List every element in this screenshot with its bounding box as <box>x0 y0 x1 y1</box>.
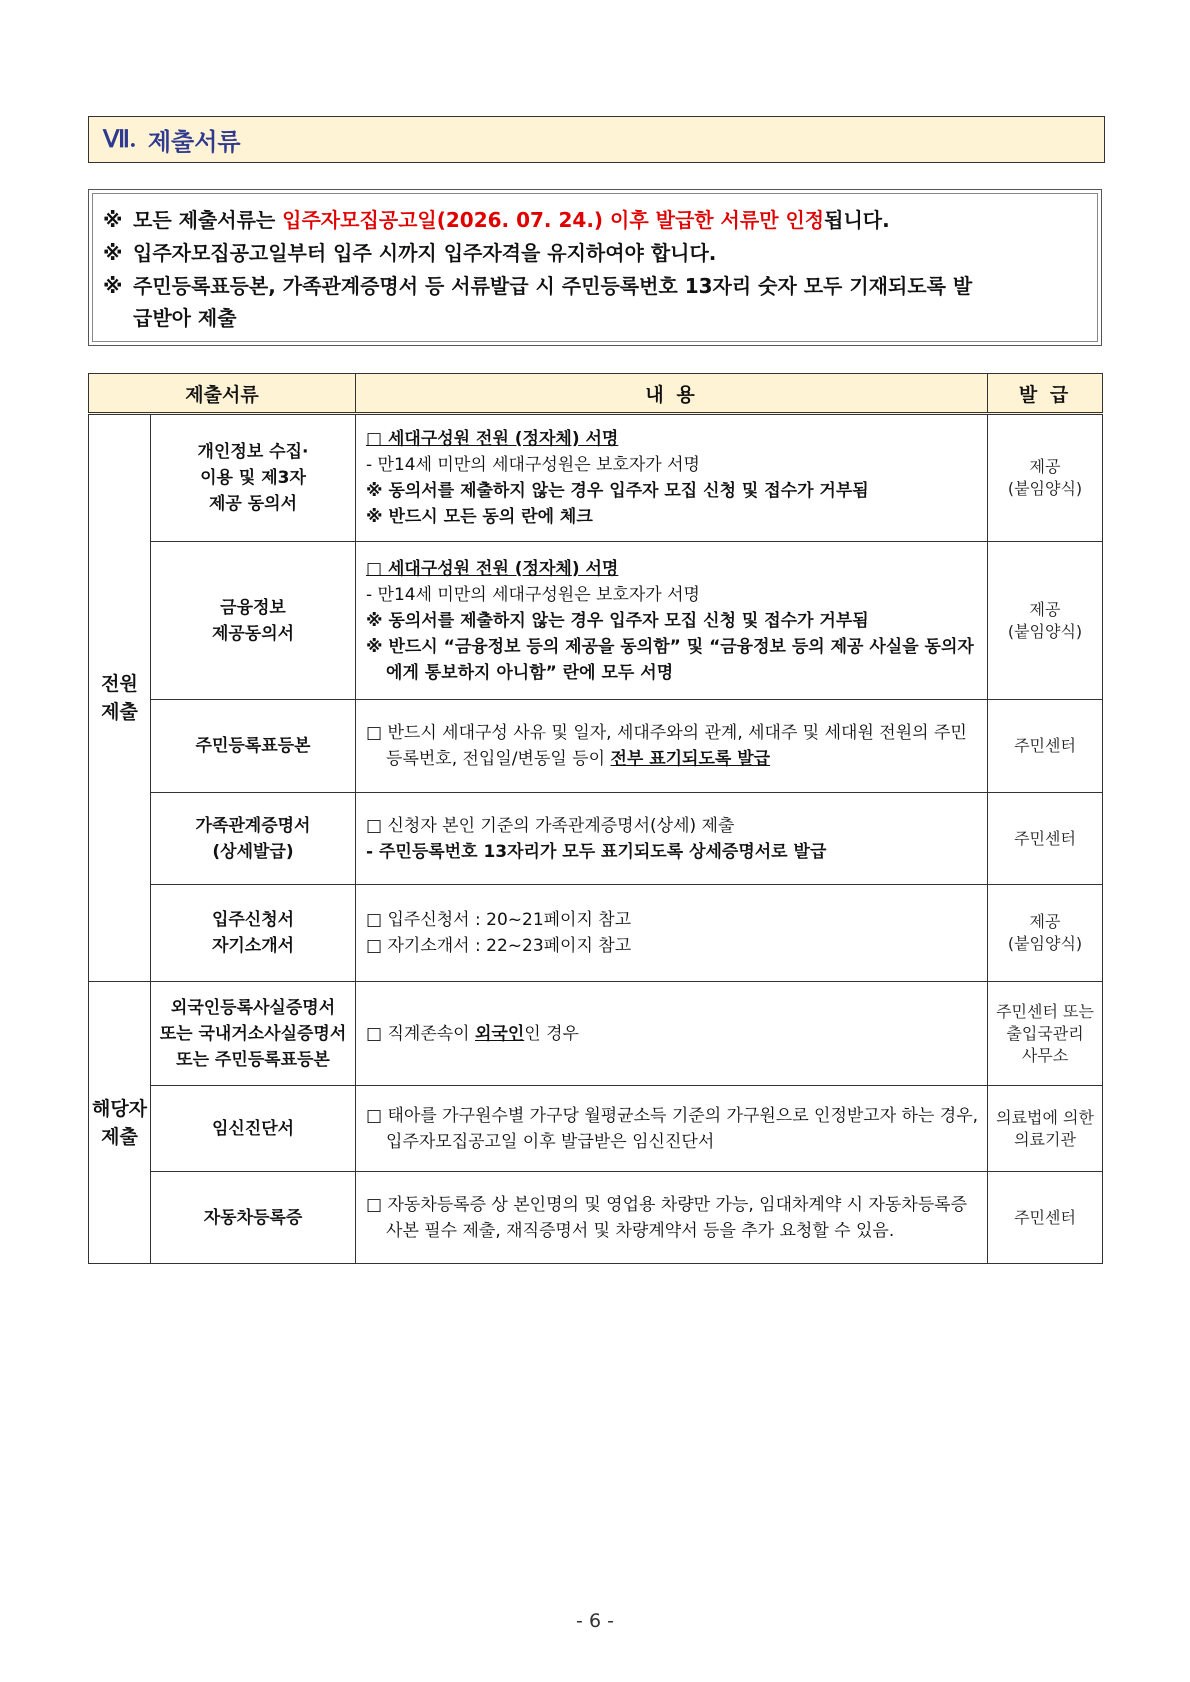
table-header-row <box>89 374 1103 414</box>
content-line: 인 경우 <box>524 1023 579 1044</box>
doc-name-line: 또는 주민등록표등본 <box>176 1049 330 1070</box>
content-line: □ 자동차등록증 상 본인명의 및 영업용 차량만 가능, 임대차계약 시 자동차등록증 사본 필수 제출, 재직증명서 및 차량계약서 등을 추가 요청할 수 있음. <box>366 1194 968 1241</box>
doc-name-line: 가족관계증명서 <box>195 815 311 836</box>
doc-content <box>356 542 988 700</box>
section-title: 제출서류 <box>147 128 241 156</box>
doc-name-line: (상세발급) <box>212 841 294 862</box>
doc-name-line: 개인정보 수집· <box>197 442 309 462</box>
doc-name <box>151 885 356 982</box>
section-number: Ⅶ. <box>103 127 136 153</box>
doc-name <box>151 1172 356 1264</box>
issuer-line: 제공 <box>1029 912 1061 931</box>
content-line: ※ 동의서를 제출하지 않는 경우 입주자 모집 신청 및 접수가 거부됨 <box>366 610 869 631</box>
content-line: ※ 반드시 “금융정보 등의 제공을 동의함” 및 “금융정보 등의 제공 사실을 동의자에게 통보하지 아니함” 란에 모두 서명 <box>366 636 974 683</box>
notice-text: 모든 제출서류는 <box>133 208 283 232</box>
doc-name-line: 임신진단서 <box>211 1118 295 1139</box>
documents-table <box>88 373 1103 1264</box>
doc-name-line: 제공 동의서 <box>208 494 298 514</box>
category-label: 해당자 <box>91 1097 148 1120</box>
doc-name <box>151 414 356 542</box>
doc-issuer <box>988 414 1103 542</box>
content-line: □ 세대구성원 전원 (정자체) 서명 <box>366 429 619 449</box>
table-row <box>89 1086 1103 1172</box>
category-label: 제출 <box>101 1125 138 1148</box>
issuer-line: 주민센터 <box>1014 828 1076 848</box>
content-line: ※ 동의서를 제출하지 않는 경우 입주자 모집 신청 및 접수가 거부됨 <box>366 481 869 501</box>
doc-issuer <box>988 793 1103 885</box>
content-line: □ 태아를 가구원수별 가구당 월평균소득 기준의 가구원으로 인정받고자 하는 경우, 입주자모집공고일 이후 발급받은 임신진단서 <box>366 1105 979 1152</box>
content-line: □ 자기소개서 : 22~23페이지 참고 <box>366 936 632 956</box>
issuer-line: 주민센터 <box>1014 736 1076 755</box>
issuer-line: 제공 <box>1029 599 1061 619</box>
doc-content <box>356 793 988 885</box>
issuer-line: 주민센터 <box>1014 1207 1076 1227</box>
content-line: □ 세대구성원 전원 (정자체) 서명 <box>366 558 619 579</box>
doc-name <box>151 700 356 793</box>
content-line: □ 직계존속이 <box>366 1023 475 1044</box>
doc-name-line: 자기소개서 <box>211 936 295 956</box>
issuer-line: 출입국관리 <box>1006 1023 1084 1043</box>
reference-mark: ※ <box>103 241 123 265</box>
section-header <box>88 116 1105 163</box>
header-docs: 제출서류 <box>89 374 356 414</box>
content-line: □ 신청자 본인 기준의 가족관계증명서(상세) 제출 <box>366 815 735 836</box>
doc-name <box>151 1086 356 1172</box>
doc-content <box>356 700 988 793</box>
doc-issuer <box>988 982 1103 1086</box>
notice-highlight: 입주자모집공고일(2026. 07. 24.) 이후 발급한 서류만 인정 <box>282 208 825 232</box>
content-emphasis: 외국인 <box>475 1023 525 1044</box>
reference-mark: ※ <box>103 208 123 232</box>
doc-name-line: 외국인등록사실증명서 <box>170 997 336 1018</box>
issuer-line: 사무소 <box>1021 1045 1069 1065</box>
notice-text: 됩니다. <box>824 208 890 232</box>
doc-issuer <box>988 1172 1103 1264</box>
doc-name-line: 금융정보 <box>220 597 286 618</box>
notice-text: 주민등록표등본, 가족관계증명서 등 서류발급 시 주민등록번호 13자리 숫자 모두 기재되도록 발 <box>133 274 973 298</box>
table-row <box>89 793 1103 885</box>
doc-content <box>356 982 988 1086</box>
notice-line-1 <box>103 204 1087 237</box>
doc-name <box>151 982 356 1086</box>
content-emphasis: 전부 표기되도록 발급 <box>610 749 771 769</box>
doc-name-line: 이용 및 제3자 <box>200 468 306 488</box>
content-line: - 주민등록번호 13자리가 모두 표기되도록 상세증명서로 발급 <box>366 841 827 862</box>
doc-name-line: 또는 국내거소사실증명서 <box>159 1023 347 1044</box>
issuer-line: (붙임양식) <box>1007 621 1083 641</box>
doc-name-line: 제공동의서 <box>211 623 295 644</box>
doc-content <box>356 885 988 982</box>
notice-line-2 <box>103 237 1087 270</box>
notice-line-3 <box>103 270 1087 303</box>
notice-box <box>88 189 1102 346</box>
table-row <box>89 982 1103 1086</box>
category-conditional-submit <box>89 982 151 1264</box>
page-number: - 6 - <box>576 1610 614 1632</box>
doc-content <box>356 1172 988 1264</box>
notice-text: 입주자모집공고일부터 입주 시까지 입주자격을 유지하여야 합니다. <box>133 241 717 265</box>
content-line: - 만14세 미만의 세대구성원은 보호자가 서명 <box>366 455 700 475</box>
issuer-line: 주민센터 또는 <box>996 1001 1094 1021</box>
doc-name-line: 입주신청서 <box>211 910 295 930</box>
content-line: □ 입주신청서 : 20~21페이지 참고 <box>366 910 632 930</box>
doc-name-line: 주민등록표등본 <box>195 736 311 756</box>
doc-issuer <box>988 700 1103 793</box>
issuer-line: 의료기관 <box>1014 1129 1076 1149</box>
table-row <box>89 885 1103 982</box>
doc-issuer <box>988 1086 1103 1172</box>
doc-name-line: 자동차등록증 <box>203 1207 303 1228</box>
content-line: ※ 반드시 모든 동의 란에 체크 <box>366 507 593 527</box>
doc-content <box>356 1086 988 1172</box>
content-line: □ 반드시 세대구성 사유 및 일자, 세대주와의 관계, 세대주 및 세대원 전원의 주민등록번호, 전입일/변동일 등이 <box>366 723 967 769</box>
category-all-submit <box>89 414 151 982</box>
doc-name <box>151 793 356 885</box>
issuer-line: 의료법에 의한 <box>996 1107 1094 1127</box>
doc-issuer <box>988 542 1103 700</box>
header-issuer: 발 급 <box>988 374 1103 414</box>
issuer-line: (붙임양식) <box>1007 479 1083 498</box>
category-label: 제출 <box>101 701 138 723</box>
category-label: 전원 <box>101 673 138 695</box>
doc-content <box>356 414 988 542</box>
table-row <box>89 700 1103 793</box>
issuer-line: 제공 <box>1029 457 1061 476</box>
header-content: 내 용 <box>356 374 988 414</box>
notice-text-continued: 급받아 제출 <box>133 306 237 330</box>
reference-mark: ※ <box>103 274 123 298</box>
table-row <box>89 414 1103 542</box>
content-line: - 만14세 미만의 세대구성원은 보호자가 서명 <box>366 584 700 605</box>
table-row <box>89 1172 1103 1264</box>
table-row <box>89 542 1103 700</box>
issuer-line: (붙임양식) <box>1007 934 1083 953</box>
doc-issuer <box>988 885 1103 982</box>
doc-name <box>151 542 356 700</box>
